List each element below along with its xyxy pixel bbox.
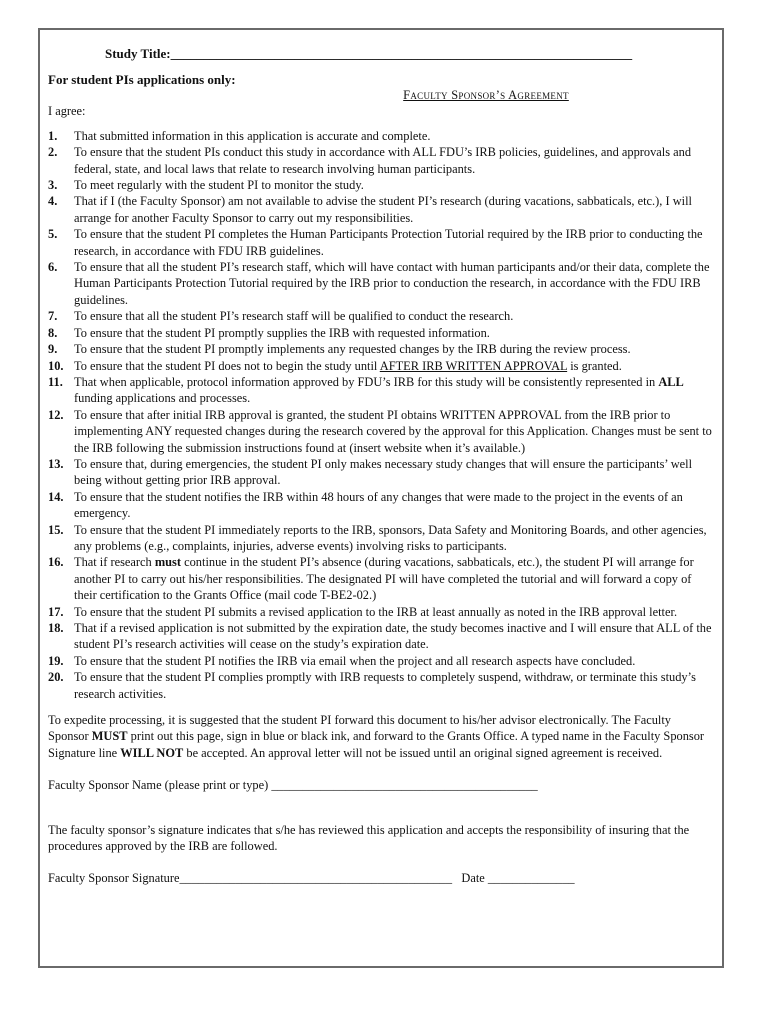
agreement-item <box>48 128 714 144</box>
item-text: To ensure that all the student PI’s research staff, which will have contact with human participants and/or their data, complete the Human Participants Protection Tutorial required by the IRB prior to conduction the research, in accordance with the FDU IRB guidelines. <box>74 260 710 307</box>
item-text <box>74 374 714 407</box>
item-number: 4. <box>48 194 58 209</box>
item-text-underlined: AFTER IRB WRITTEN APPROVAL <box>379 358 568 373</box>
agreement-item <box>48 341 714 357</box>
item-number: 1. <box>48 128 58 143</box>
signature-line <box>48 870 714 886</box>
expedite-paragraph <box>48 712 714 761</box>
document-frame <box>38 28 724 968</box>
i-agree-label: I agree: <box>48 104 86 119</box>
signature-statement: The faculty sponsor’s signature indicates that s/he has reviewed this application and accepts the responsibility of insuring that the procedures approved by the IRB are followed. <box>48 822 690 854</box>
agreement-item <box>48 325 714 341</box>
agreement-heading: Faculty Sponsor’s Agreement <box>403 88 569 103</box>
item-text-post: is granted. <box>567 358 622 373</box>
item-number: 20. <box>48 670 64 685</box>
agreement-item <box>48 177 714 193</box>
item-number: 17. <box>48 604 64 619</box>
agreement-item <box>48 144 714 177</box>
item-text: To ensure that the student PI completes the Human Participants Protection Tutorial required by the IRB prior to conducting the research, in accordance with FDU IRB guidelines. <box>74 227 703 258</box>
item-text <box>74 358 714 374</box>
document-body <box>48 46 714 887</box>
item-text: To ensure that all the student PI’s research staff will be qualified to conduct the research. <box>74 309 514 324</box>
sponsor-name-field[interactable]: Faculty Sponsor Name (please print or type) ___________________________________________ <box>48 778 538 793</box>
item-number: 18. <box>48 621 64 635</box>
item-number: 8. <box>48 325 58 340</box>
agreement-item <box>48 604 714 620</box>
item-number: 10. <box>48 358 64 373</box>
agreement-item <box>48 308 714 324</box>
item-text: To ensure that the student PI notifies the IRB via email when the project and all research aspects have concluded. <box>74 653 636 668</box>
item-text-pre: That if research <box>74 555 155 570</box>
agreement-item <box>48 522 714 555</box>
agreement-item <box>48 226 714 259</box>
item-text: To meet regularly with the student PI to monitor the study. <box>74 178 364 193</box>
item-text: To ensure that, during emergencies, the student PI only makes necessary study changes that will ensure the participants’ well being without getting prior IRB approval. <box>74 456 693 488</box>
item-number: 9. <box>48 342 58 357</box>
item-text-post: continue in the student PI’s absence (during vacations, sabbaticals, etc.), the student PI will arrange for another PI to carry out his/her responsibilities. The designated PI will have completed the tutorial and will forward a copy of their certification to the Grants Office (mail code T-BE2-02.) <box>74 555 694 603</box>
item-text-post: funding applications and processes. <box>74 391 251 406</box>
item-text: To ensure that after initial IRB approval is granted, the student PI obtains WRITTEN APPROVAL from the IRB prior to implementing ANY requested changes during the research covered by the approval for this Application. Changes must be sent to the IRB following the submission instructions found at (insert website when it’s available.) <box>74 407 712 455</box>
item-text: That if I (the Faculty Sponsor) am not available to advise the student PI’s research (during vacations, sabbaticals, etc.), I will arrange for another Faculty Sponsor to carry out my responsibilities. <box>74 194 692 225</box>
item-text: To ensure that the student PI promptly implements any requested changes by the IRB during the review process. <box>74 342 631 357</box>
item-text: To ensure that the student PI promptly supplies the IRB with requested information. <box>74 325 490 340</box>
item-text-pre: To ensure that the student PI does not to begin the study until <box>74 358 380 373</box>
item-number: 14. <box>48 489 64 504</box>
expedite-text-3: be accepted. An approval letter will not be issued until an original signed agreement is received. <box>183 745 663 760</box>
item-text: That submitted information in this application is accurate and complete. <box>74 128 431 143</box>
item-number: 11. <box>48 374 63 389</box>
item-text: That if a revised application is not submitted by the expiration date, the study becomes inactive and I will ensure that ALL of the student PI’s research activities will cease on the study’s expiration date. <box>74 621 712 652</box>
agreement-item <box>48 554 714 603</box>
expedite-bold-will-not: WILL NOT <box>120 745 184 760</box>
item-number: 7. <box>48 309 58 324</box>
expedite-text-1: To expedite processing, it is suggested that the student PI forward this document to his/her advisor electronically. The Faculty Sponsor <box>48 713 671 744</box>
agreement-item <box>48 489 714 522</box>
expedite-bold-must: MUST <box>91 729 128 744</box>
expedite-text-2: print out this page, sign in blue or black ink, and forward to the Grants Office. A typed name in the Faculty Sponsor Signature line <box>48 729 705 760</box>
study-title-field: Study Title:_______________________________________________________________________ <box>105 46 633 61</box>
item-number: 3. <box>48 178 58 193</box>
item-number: 15. <box>48 522 64 537</box>
item-text-bold: ALL <box>658 374 684 389</box>
agreement-item <box>48 193 714 226</box>
agreement-item <box>48 669 714 702</box>
item-number: 6. <box>48 260 58 275</box>
agreement-list <box>48 128 714 702</box>
agreement-item <box>48 259 714 308</box>
date-field[interactable]: Date ______________ <box>461 871 575 886</box>
item-text-pre: That when applicable, protocol information approved by FDU’s IRB for this study will be consistently represented in <box>74 374 659 389</box>
item-text <box>74 554 714 603</box>
item-number: 19. <box>48 653 64 668</box>
item-number: 5. <box>48 227 58 242</box>
student-only-heading: For student PIs applications only: <box>48 72 236 87</box>
agreement-item <box>48 456 714 489</box>
item-number: 2. <box>48 145 58 160</box>
item-text: To ensure that the student PIs conduct this study in accordance with ALL FDU’s IRB policies, guidelines, and approvals and federal, state, and local laws that relate to research involving human participants. <box>74 145 692 176</box>
item-text: To ensure that the student PI complies promptly with IRB requests to completely suspend, withdraw, or terminate this study’s research activities. <box>74 670 696 701</box>
item-number: 16. <box>48 555 64 570</box>
item-text: To ensure that the student PI immediately reports to the IRB, sponsors, Data Safety and Monitoring Boards, and other agencies, any problems (e.g., complaints, injuries, adverse events) involving risks to participants. <box>74 522 707 553</box>
item-text: To ensure that the student notifies the IRB within 48 hours of any changes that were made to the project in the events of an emergency. <box>74 489 683 521</box>
sponsor-signature-field[interactable]: Faculty Sponsor Signature____________________________________________ <box>48 871 453 886</box>
agreement-item <box>48 620 714 653</box>
agreement-item <box>48 407 714 456</box>
item-text-bold: must <box>154 555 182 570</box>
agreement-item <box>48 358 714 374</box>
item-text: To ensure that the student PI submits a revised application to the IRB at least annually as noted in the IRB approval letter. <box>74 604 678 619</box>
agreement-item <box>48 374 714 407</box>
agreement-item <box>48 653 714 669</box>
item-number: 13. <box>48 456 64 471</box>
item-number: 12. <box>48 407 64 422</box>
